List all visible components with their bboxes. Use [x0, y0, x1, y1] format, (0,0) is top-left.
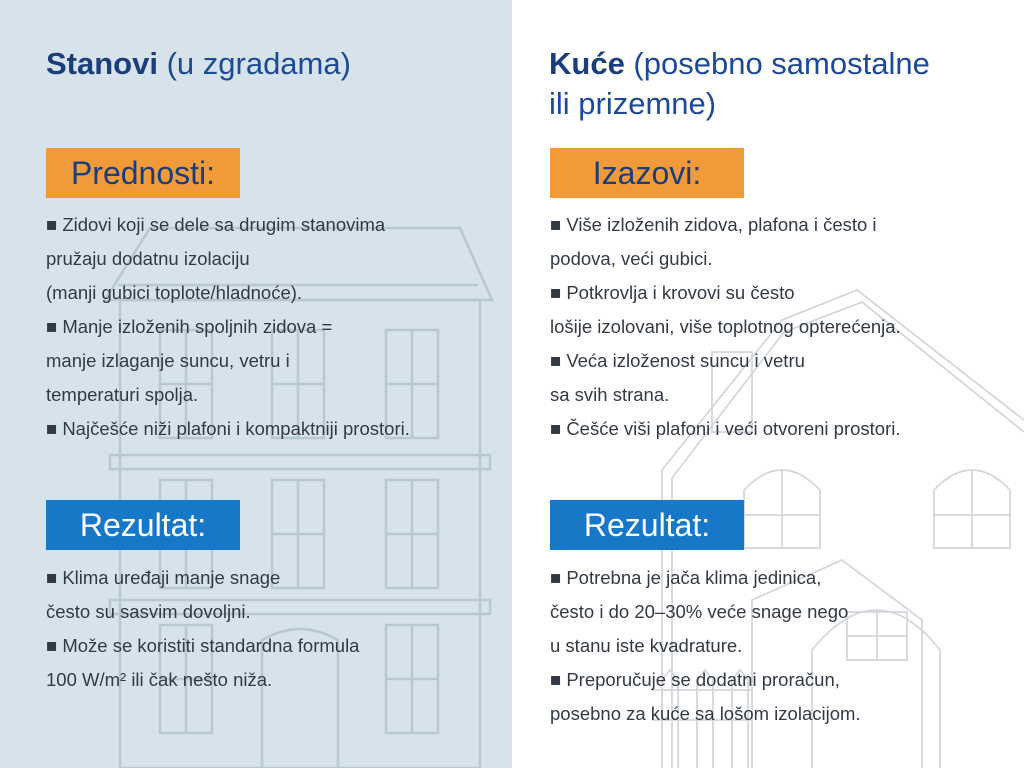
result-line: posebno za kuće sa lošom izolacijom.	[550, 703, 861, 724]
houses-result-label: Rezultat:	[550, 500, 744, 550]
pros-line: temperaturi spolja.	[46, 384, 199, 405]
pros-line: ■ Zidovi koji se dele sa drugim stanovima	[46, 214, 386, 235]
result-line: ■ Može se koristiti standardna formula	[46, 635, 360, 656]
pros-line: pružaju dodatnu izolaciju	[46, 248, 250, 269]
result-line: ■ Potrebna je jača klima jedinica,	[550, 567, 822, 588]
result-line: 100 W/m² ili čak nešto niža.	[46, 669, 273, 690]
result-line: ■ Klima uređaji manje snage	[46, 567, 281, 588]
result-line: često su sasvim dovoljni.	[46, 601, 251, 622]
pros-list	[46, 208, 410, 446]
challenges-line: ■ Potkrovlja i krovovi su često	[550, 282, 795, 303]
apartments-title-rest: (u zgradama)	[157, 46, 351, 81]
pros-line: (manji gubici toplote/hladnoće).	[46, 282, 303, 303]
pros-line: manje izlaganje suncu, vetru i	[46, 350, 290, 371]
challenges-line: ■ Veća izloženost suncu i vetru	[550, 350, 805, 371]
challenges-list	[550, 208, 901, 446]
result-line: ■ Preporučuje se dodatni proračun,	[550, 669, 840, 690]
result-line: u stanu iste kvadrature.	[550, 635, 743, 656]
houses-result-list	[550, 561, 861, 731]
challenges-line: podova, veći gubici.	[550, 248, 713, 269]
pros-line: ■ Najčešće niži plafoni i kompaktniji prostori.	[46, 418, 410, 439]
houses-title	[549, 44, 930, 124]
result-line: često i do 20–30% veće snage nego	[550, 601, 849, 622]
challenges-line: ■ Više izloženih zidova, plafona i često i	[550, 214, 877, 235]
pros-line: ■ Manje izloženih spoljnih zidova =	[46, 316, 333, 337]
challenges-line: sa svih strana.	[550, 384, 670, 405]
challenges-label: Izazovi:	[550, 148, 744, 198]
pros-label: Prednosti:	[46, 148, 240, 198]
apartments-result-label: Rezultat:	[46, 500, 240, 550]
challenges-line: ■ Češće viši plafoni i veći otvoreni prostori.	[550, 418, 901, 439]
challenges-line: lošije izolovani, više toplotnog opterećenja.	[550, 316, 901, 337]
houses-title-rest: (posebno samostalne	[624, 46, 930, 81]
houses-title-bold: Kuće	[549, 46, 625, 81]
houses-panel	[512, 0, 1024, 768]
apartments-result-list	[46, 561, 359, 697]
apartments-title-bold: Stanovi	[46, 46, 158, 81]
apartments-title	[46, 44, 351, 84]
houses-title-line2: ili prizemne)	[549, 86, 717, 121]
